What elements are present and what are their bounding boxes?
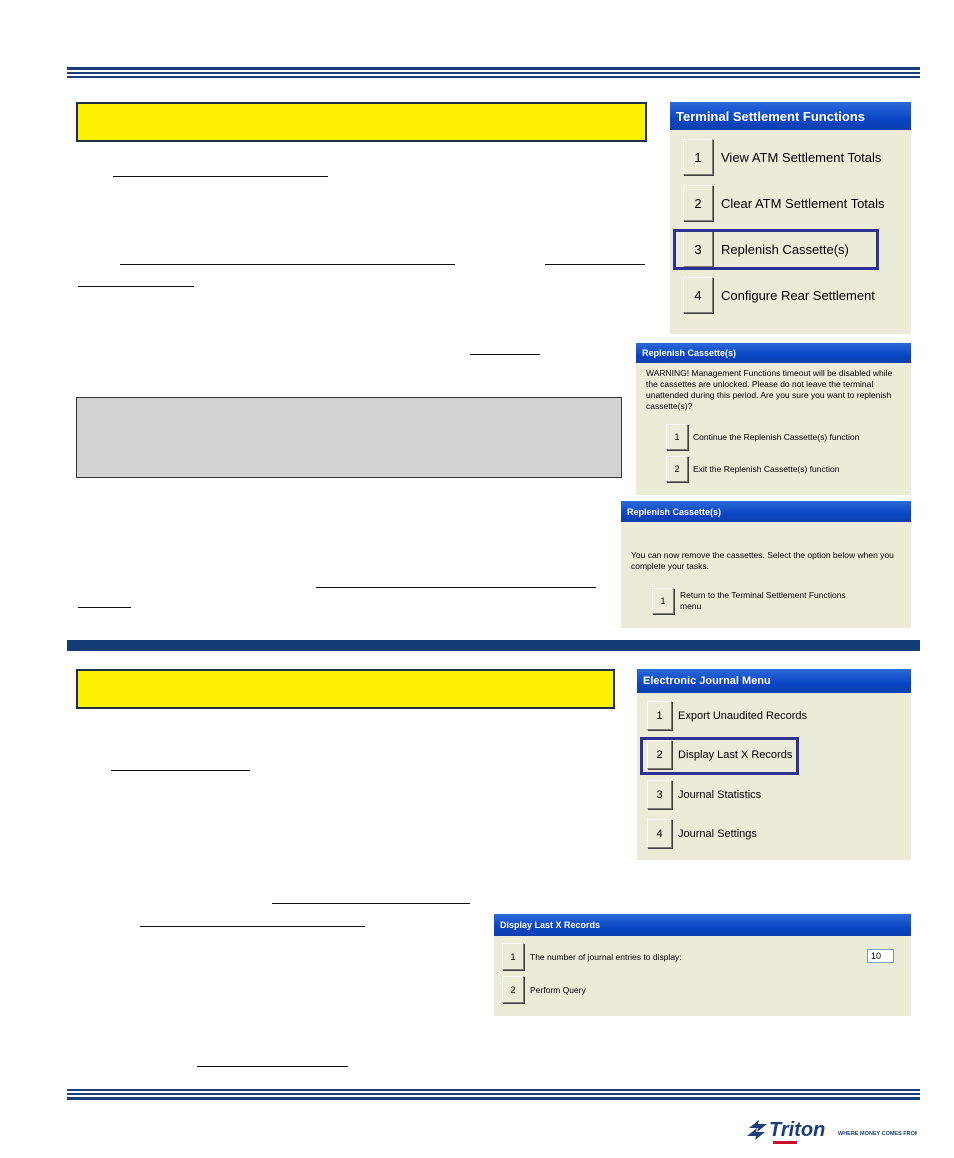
journal-option-4[interactable] bbox=[647, 819, 757, 848]
dialog-title: Replenish Cassette(s) bbox=[636, 343, 911, 363]
underline bbox=[197, 1066, 348, 1067]
underline bbox=[316, 587, 596, 588]
option-label: Display Last X Records bbox=[678, 748, 793, 761]
dialog-title: Replenish Cassette(s) bbox=[621, 501, 911, 522]
option-key[interactable]: 3 bbox=[647, 780, 672, 809]
journal-option-1[interactable] bbox=[647, 701, 807, 730]
settlement-option-1[interactable] bbox=[683, 139, 881, 175]
settlement-option-4[interactable] bbox=[683, 277, 875, 313]
option-key[interactable]: 1 bbox=[683, 139, 713, 175]
underline bbox=[78, 286, 194, 287]
option-label: Exit the Replenish Cassette(s) function bbox=[693, 464, 840, 474]
header-rule bbox=[67, 67, 920, 80]
section-bar-journal bbox=[76, 669, 615, 709]
records-count-option[interactable] bbox=[502, 943, 682, 970]
records-count-field[interactable]: 10 bbox=[867, 949, 894, 963]
option-label: Continue the Replenish Cassette(s) function bbox=[693, 432, 860, 442]
remove-message: You can now remove the cassettes. Select the option below when you complete your tasks. bbox=[631, 550, 894, 571]
underline bbox=[140, 926, 365, 927]
selection-highlight bbox=[673, 229, 879, 270]
section-divider bbox=[67, 640, 920, 651]
option-key[interactable]: 2 bbox=[666, 456, 688, 482]
dialog-title: Display Last X Records bbox=[494, 914, 911, 936]
underline bbox=[113, 176, 328, 177]
option-key[interactable]: 2 bbox=[502, 976, 524, 1003]
option-label: Return to the Terminal Settlement Functions menu bbox=[680, 590, 846, 611]
dialog-title: Electronic Journal Menu bbox=[637, 669, 911, 693]
underline bbox=[545, 264, 645, 265]
option-key[interactable]: 1 bbox=[652, 588, 674, 614]
dialog-title: Terminal Settlement Functions bbox=[670, 102, 911, 130]
option-key[interactable]: 3 bbox=[683, 231, 713, 267]
replenish-exit-option[interactable] bbox=[666, 456, 839, 482]
journal-option-3[interactable] bbox=[647, 780, 761, 809]
triton-logo-mark bbox=[745, 1114, 917, 1148]
footer-rule bbox=[67, 1089, 920, 1102]
option-label: Replenish Cassette(s) bbox=[721, 241, 849, 257]
option-label: The number of journal entries to display: bbox=[530, 951, 682, 962]
option-label: Clear ATM Settlement Totals bbox=[721, 195, 885, 211]
option-key[interactable]: 2 bbox=[683, 185, 713, 221]
underline bbox=[111, 770, 250, 771]
option-label: Journal Settings bbox=[678, 827, 757, 840]
option-key[interactable]: 1 bbox=[666, 424, 688, 450]
svg-text:Triton: Triton bbox=[769, 1119, 826, 1141]
warning-message: WARNING! Management Functions timeout will be disabled while the cassettes are unlocked. Please do not leave the terminal unattended during this period. Are you sure you want to replenish cassette(s)? bbox=[646, 368, 893, 411]
option-label: Export Unaudited Records bbox=[678, 709, 808, 722]
option-key[interactable]: 1 bbox=[502, 943, 524, 970]
underline bbox=[78, 607, 131, 608]
settlement-option-2[interactable] bbox=[683, 185, 885, 221]
triton-logo bbox=[745, 1114, 917, 1148]
note-box bbox=[76, 397, 622, 478]
option-key[interactable]: 4 bbox=[683, 277, 713, 313]
svg-text:WHERE MONEY COMES FROM.: WHERE MONEY COMES FROM. bbox=[838, 1131, 917, 1137]
underline bbox=[470, 354, 540, 355]
selection-highlight bbox=[640, 737, 799, 775]
option-label: Perform Query bbox=[530, 984, 586, 995]
underline bbox=[272, 903, 470, 904]
option-label: Configure Rear Settlement bbox=[721, 287, 875, 303]
option-label: Journal Statistics bbox=[678, 788, 762, 801]
option-key[interactable]: 4 bbox=[647, 819, 672, 848]
section-bar-replenish bbox=[76, 102, 647, 142]
perform-query-option[interactable] bbox=[502, 976, 586, 1003]
underline bbox=[120, 264, 455, 265]
option-label: View ATM Settlement Totals bbox=[721, 149, 882, 165]
option-key[interactable]: 2 bbox=[647, 740, 672, 769]
return-option[interactable] bbox=[652, 588, 846, 614]
option-key[interactable]: 1 bbox=[647, 701, 672, 730]
replenish-continue-option[interactable] bbox=[666, 424, 859, 450]
